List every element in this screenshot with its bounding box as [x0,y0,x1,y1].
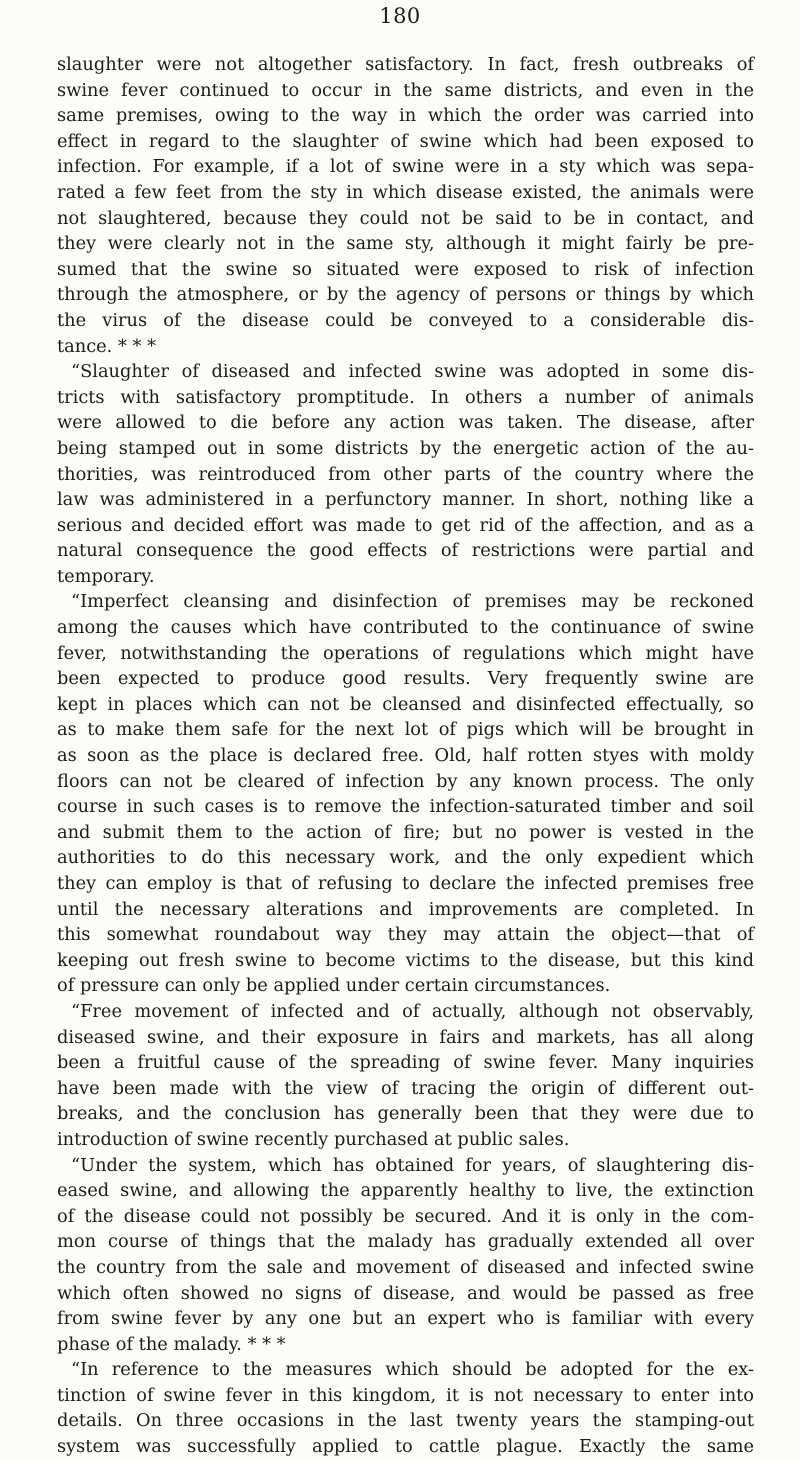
text-line: not slaughtered, because they could not be said to be in contact, and [57,207,754,229]
text-line: effect in regard to the slaughter of swine which had been exposed to [57,130,754,152]
text-line: tricts with satisfactory promptitude. In others a number of animals [57,386,754,408]
text-line: “Imperfect cleansing and disinfection of premises may be reckoned [71,591,754,613]
text-line: of the disease could not possibly be secured. And it is only in the com- [57,1205,754,1227]
text-line: temporary. [57,565,155,587]
text-line: rated a few feet from the sty in which disease existed, the animals were [57,181,754,203]
text-line: floors can not be cleared of infection by any known process. The only [57,770,754,792]
text-line: and submit them to the action of fire; but no power is vested in the [57,821,754,843]
text-line: infection. For example, if a lot of swine were in a sty which was sepa- [57,156,754,178]
text-line: details. On three occasions in the last twenty years the stamping-out [57,1410,754,1432]
text-line: serious and decided effort was made to get rid of the affection, and as a [57,514,754,536]
text-line: tance. * * * [57,335,156,357]
text-line: same premises, owing to the way in which the order was carried into [57,105,754,127]
text-line: been expected to produce good results. Very frequently swine are [57,668,754,690]
text-line: thorities, was reintroduced from other parts of the country where the [57,463,754,485]
text-line: course in such cases is to remove the infection-saturated timber and soil [57,796,754,818]
text-line: among the causes which have contributed to the continuance of swine [57,617,754,639]
text-line: being stamped out in some districts by the energetic action of the au- [57,437,754,459]
text-line: as soon as the place is declared free. Old, half rotten styes with moldy [57,745,754,767]
text-line: sumed that the swine so situated were exposed to risk of infection [57,258,754,280]
text-line: diseased swine, and their exposure in fairs and markets, has all along [57,1026,754,1048]
page-number: 180 [379,4,421,28]
text-line: “Under the system, which has obtained for years, of slaughtering dis- [71,1154,754,1176]
text-line: as to make them safe for the next lot of pigs which will be brought in [57,719,754,741]
text-line: “Free movement of infected and of actually, although not observably, [71,1000,754,1022]
text-line: fever, notwithstanding the operations of regulations which might have [57,642,754,664]
text-line: mon course of things that the malady has gradually extended all over [57,1231,754,1253]
text-line: keeping out fresh swine to become victims to the disease, but this kind [57,949,754,971]
text-line: until the necessary alterations and improvements are completed. In [57,898,754,920]
text-line: of pressure can only be applied under certain circumstances. [57,975,611,997]
text-line: swine fever continued to occur in the same districts, and even in the [57,79,754,101]
text-line: slaughter were not altogether satisfactory. In fact, fresh outbreaks of [57,54,754,75]
text-line: natural consequence the good effects of restrictions were partial and [57,540,754,562]
text-line: eased swine, and allowing the apparently healthy to live, the extinction [57,1180,754,1202]
text-line: from swine fever by any one but an expert who is familiar with every [57,1308,754,1330]
text-line: which often showed no signs of disease, and would be passed as free [57,1282,754,1304]
text-line: “In reference to the measures which should be adopted for the ex- [71,1359,754,1381]
text-line: tinction of swine fever in this kingdom, it is not necessary to enter into [57,1384,754,1406]
text-line: this somewhat roundabout way they may attain the object—that of [57,924,754,946]
text-line: they can employ is that of refusing to declare the infected premises free [57,873,754,894]
text-line: have been made with the view of tracing the origin of different out- [57,1077,754,1099]
text-line: they were clearly not in the same sty, although it might fairly be pre- [57,233,754,255]
text-line: “Slaughter of diseased and infected swine was adopted in some dis- [71,361,754,383]
text-line: were allowed to die before any action was taken. The disease, after [57,412,754,434]
text-line: kept in places which can not be cleansed and disinfected effectually, so [57,693,754,715]
body-text [57,52,754,1460]
text-line: through the atmosphere, or by the agency of persons or things by which [57,284,754,306]
text-line: introduction of swine recently purchased at public sales. [57,1128,570,1150]
text-line: breaks, and the conclusion has generally been that they were due to [57,1103,754,1125]
text-line: phase of the malady. * * * [57,1333,286,1355]
text-line: been a fruitful cause of the spreading of swine fever. Many inquiries [57,1052,754,1074]
text-line: the virus of the disease could be conveyed to a considerable dis- [57,309,754,331]
text-line: the country from the sale and movement of diseased and infected swine [57,1256,754,1278]
text-line: system was successfully applied to cattle plague. Exactly the same [57,1436,754,1458]
text-line: law was administered in a perfunctory manner. In short, nothing like a [57,489,754,511]
text-line: authorities to do this necessary work, and the only expedient which [57,847,754,869]
